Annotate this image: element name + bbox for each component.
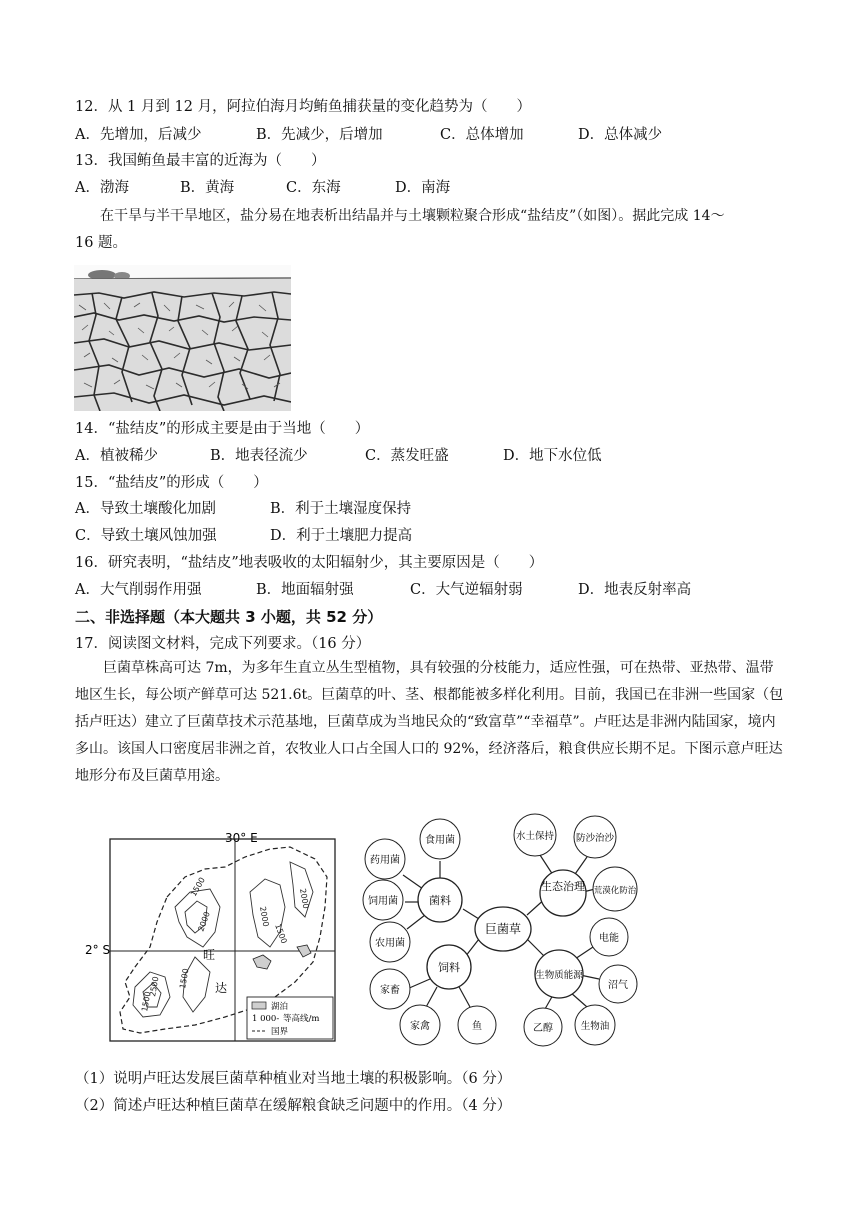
svg-text:农用菌: 农用菌 (375, 938, 405, 949)
svg-text:1 000-: 1 000- (252, 1014, 280, 1024)
svg-text:1500: 1500 (178, 967, 191, 990)
q12-option-a: A．先增加，后减少 (75, 127, 202, 143)
q14-option-a: A．植被稀少 (75, 448, 158, 464)
q12-option-d: D．总体减少 (578, 127, 663, 143)
svg-text:2000: 2000 (196, 910, 212, 933)
q16-option-b: B．地面辐射强 (256, 582, 354, 598)
q15-option-d: D．利于土壤肥力提高 (270, 528, 413, 544)
q15-stem: 15．“盐结皮”的形成（ ） (75, 475, 268, 491)
svg-text:国界: 国界 (271, 1027, 289, 1037)
q15-option-b: B．利于土壤湿度保持 (270, 501, 412, 517)
country-label-1: 旺 (203, 948, 216, 962)
q12-stem: 12．从 1 月到 12 月，阿拉伯海月均鲔鱼捕获量的变化趋势为（ ） (75, 99, 532, 115)
q13-option-d: D．南海 (395, 180, 451, 196)
q17-sub-2: （2）简述卢旺达种植巨菌草在缓解粮食缺乏问题中的作用。（4 分） (75, 1098, 512, 1114)
q15-option-a: A．导致土壤酸化加剧 (75, 501, 216, 517)
hub-energy: 生物质能源 (535, 970, 583, 981)
svg-text:鱼: 鱼 (472, 1021, 482, 1032)
svg-text:防沙治沙: 防沙治沙 (575, 833, 615, 844)
svg-text:1500: 1500 (140, 990, 153, 1013)
map-longitude-label: 30° E (225, 831, 258, 845)
q13-option-c: C．东海 (286, 180, 341, 196)
svg-text:家畜: 家畜 (380, 985, 400, 996)
q17-material: 巨菌草株高可达 7m，为多年生直立丛生型植物，具有较强的分枝能力，适应性强，可在热带、亚热带、温带地区生长，每公顷产鲜草可达 521.6t。巨菌草的叶、茎、根都能被多样化利用。目前，我国已在非洲一些国家（包括卢旺达）建立了巨菌草技术示范基地，巨菌草成为当地民众的“致富草”“幸福草”。卢旺达是非洲内陆国家，境内多山。该国人口密度居非洲之首，农牧业人口占全国人口的 92%，经济落后，粮食供应长期不足。下图示意卢旺达地形分布及巨菌草用途。 (75, 660, 784, 784)
q17-sub-1: （1）说明卢旺达发展巨菌草种植业对当地土壤的积极影响。（6 分） (75, 1071, 512, 1087)
q17-stem: 17．阅读图文材料，完成下列要求。（16 分） (75, 636, 371, 652)
svg-text:2000: 2000 (258, 905, 271, 928)
q14-option-b: B．地表径流少 (210, 448, 308, 464)
q16-option-c: C．大气逆辐射弱 (410, 582, 523, 598)
svg-text:电能: 电能 (599, 933, 619, 944)
q14-option-c: C．蒸发旺盛 (365, 448, 449, 464)
svg-text:饲用菌: 饲用菌 (368, 896, 398, 907)
map-latitude-label: 2° S (85, 943, 111, 957)
q16-option-d: D．地表反射率高 (578, 582, 692, 598)
q16-stem: 16．研究表明，“盐结皮”地表吸收的太阳辐射少，其主要原因是（ ） (75, 555, 544, 571)
hub-feed: 饲料 (438, 961, 460, 974)
salt-crust-photo (74, 265, 291, 411)
svg-text:水土保持: 水土保持 (515, 831, 555, 842)
svg-text:药用菌: 药用菌 (370, 855, 400, 866)
svg-text:等高线/m: 等高线/m (283, 1014, 320, 1024)
svg-text:家禽: 家禽 (410, 1021, 430, 1032)
q13-stem: 13．我国鲔鱼最丰富的近海为（ ） (75, 153, 326, 169)
svg-text:1500: 1500 (188, 875, 207, 898)
svg-text:1500: 1500 (273, 922, 289, 945)
q16-option-a: A．大气削弱作用强 (75, 582, 202, 598)
diagram-center: 巨菌草 (484, 922, 522, 936)
q13-option-a: A．渤海 (75, 180, 129, 196)
q12-option-c: C．总体增加 (440, 127, 524, 143)
svg-text:沼气: 沼气 (608, 980, 628, 991)
q12-option-b: B．先减少，后增加 (256, 127, 383, 143)
svg-text:2000: 2000 (298, 887, 311, 910)
svg-text:食用菌: 食用菌 (425, 835, 455, 846)
q17-figure (75, 797, 665, 1059)
svg-text:湖泊: 湖泊 (271, 1002, 289, 1012)
hub-fungi: 菌料 (429, 894, 451, 907)
intro-line-1: 在干旱与半干旱地区，盐分易在地表析出结晶并与土壤颗粒聚合形成“盐结皮”（如图）。据此完成 14～ (100, 208, 725, 224)
map-legend (247, 997, 333, 1039)
q15-option-c: C．导致土壤风蚀加强 (75, 528, 217, 544)
svg-text:2500: 2500 (148, 975, 161, 998)
svg-text:生物油: 生物油 (580, 1021, 610, 1032)
q14-stem: 14．“盐结皮”的形成主要是由于当地（ ） (75, 421, 370, 437)
svg-text:荒漠化防治: 荒漠化防治 (593, 886, 637, 896)
country-label-2: 达 (215, 981, 228, 995)
q13-option-b: B．黄海 (180, 180, 235, 196)
section-2-heading: 二、非选择题（本大题共 3 小题，共 52 分） (75, 608, 383, 626)
hub-eco: 生态治理 (541, 880, 585, 893)
intro-line-2: 16 题。 (75, 235, 128, 251)
svg-text:乙醇: 乙醇 (533, 1023, 553, 1034)
q14-option-d: D．地下水位低 (503, 448, 602, 464)
